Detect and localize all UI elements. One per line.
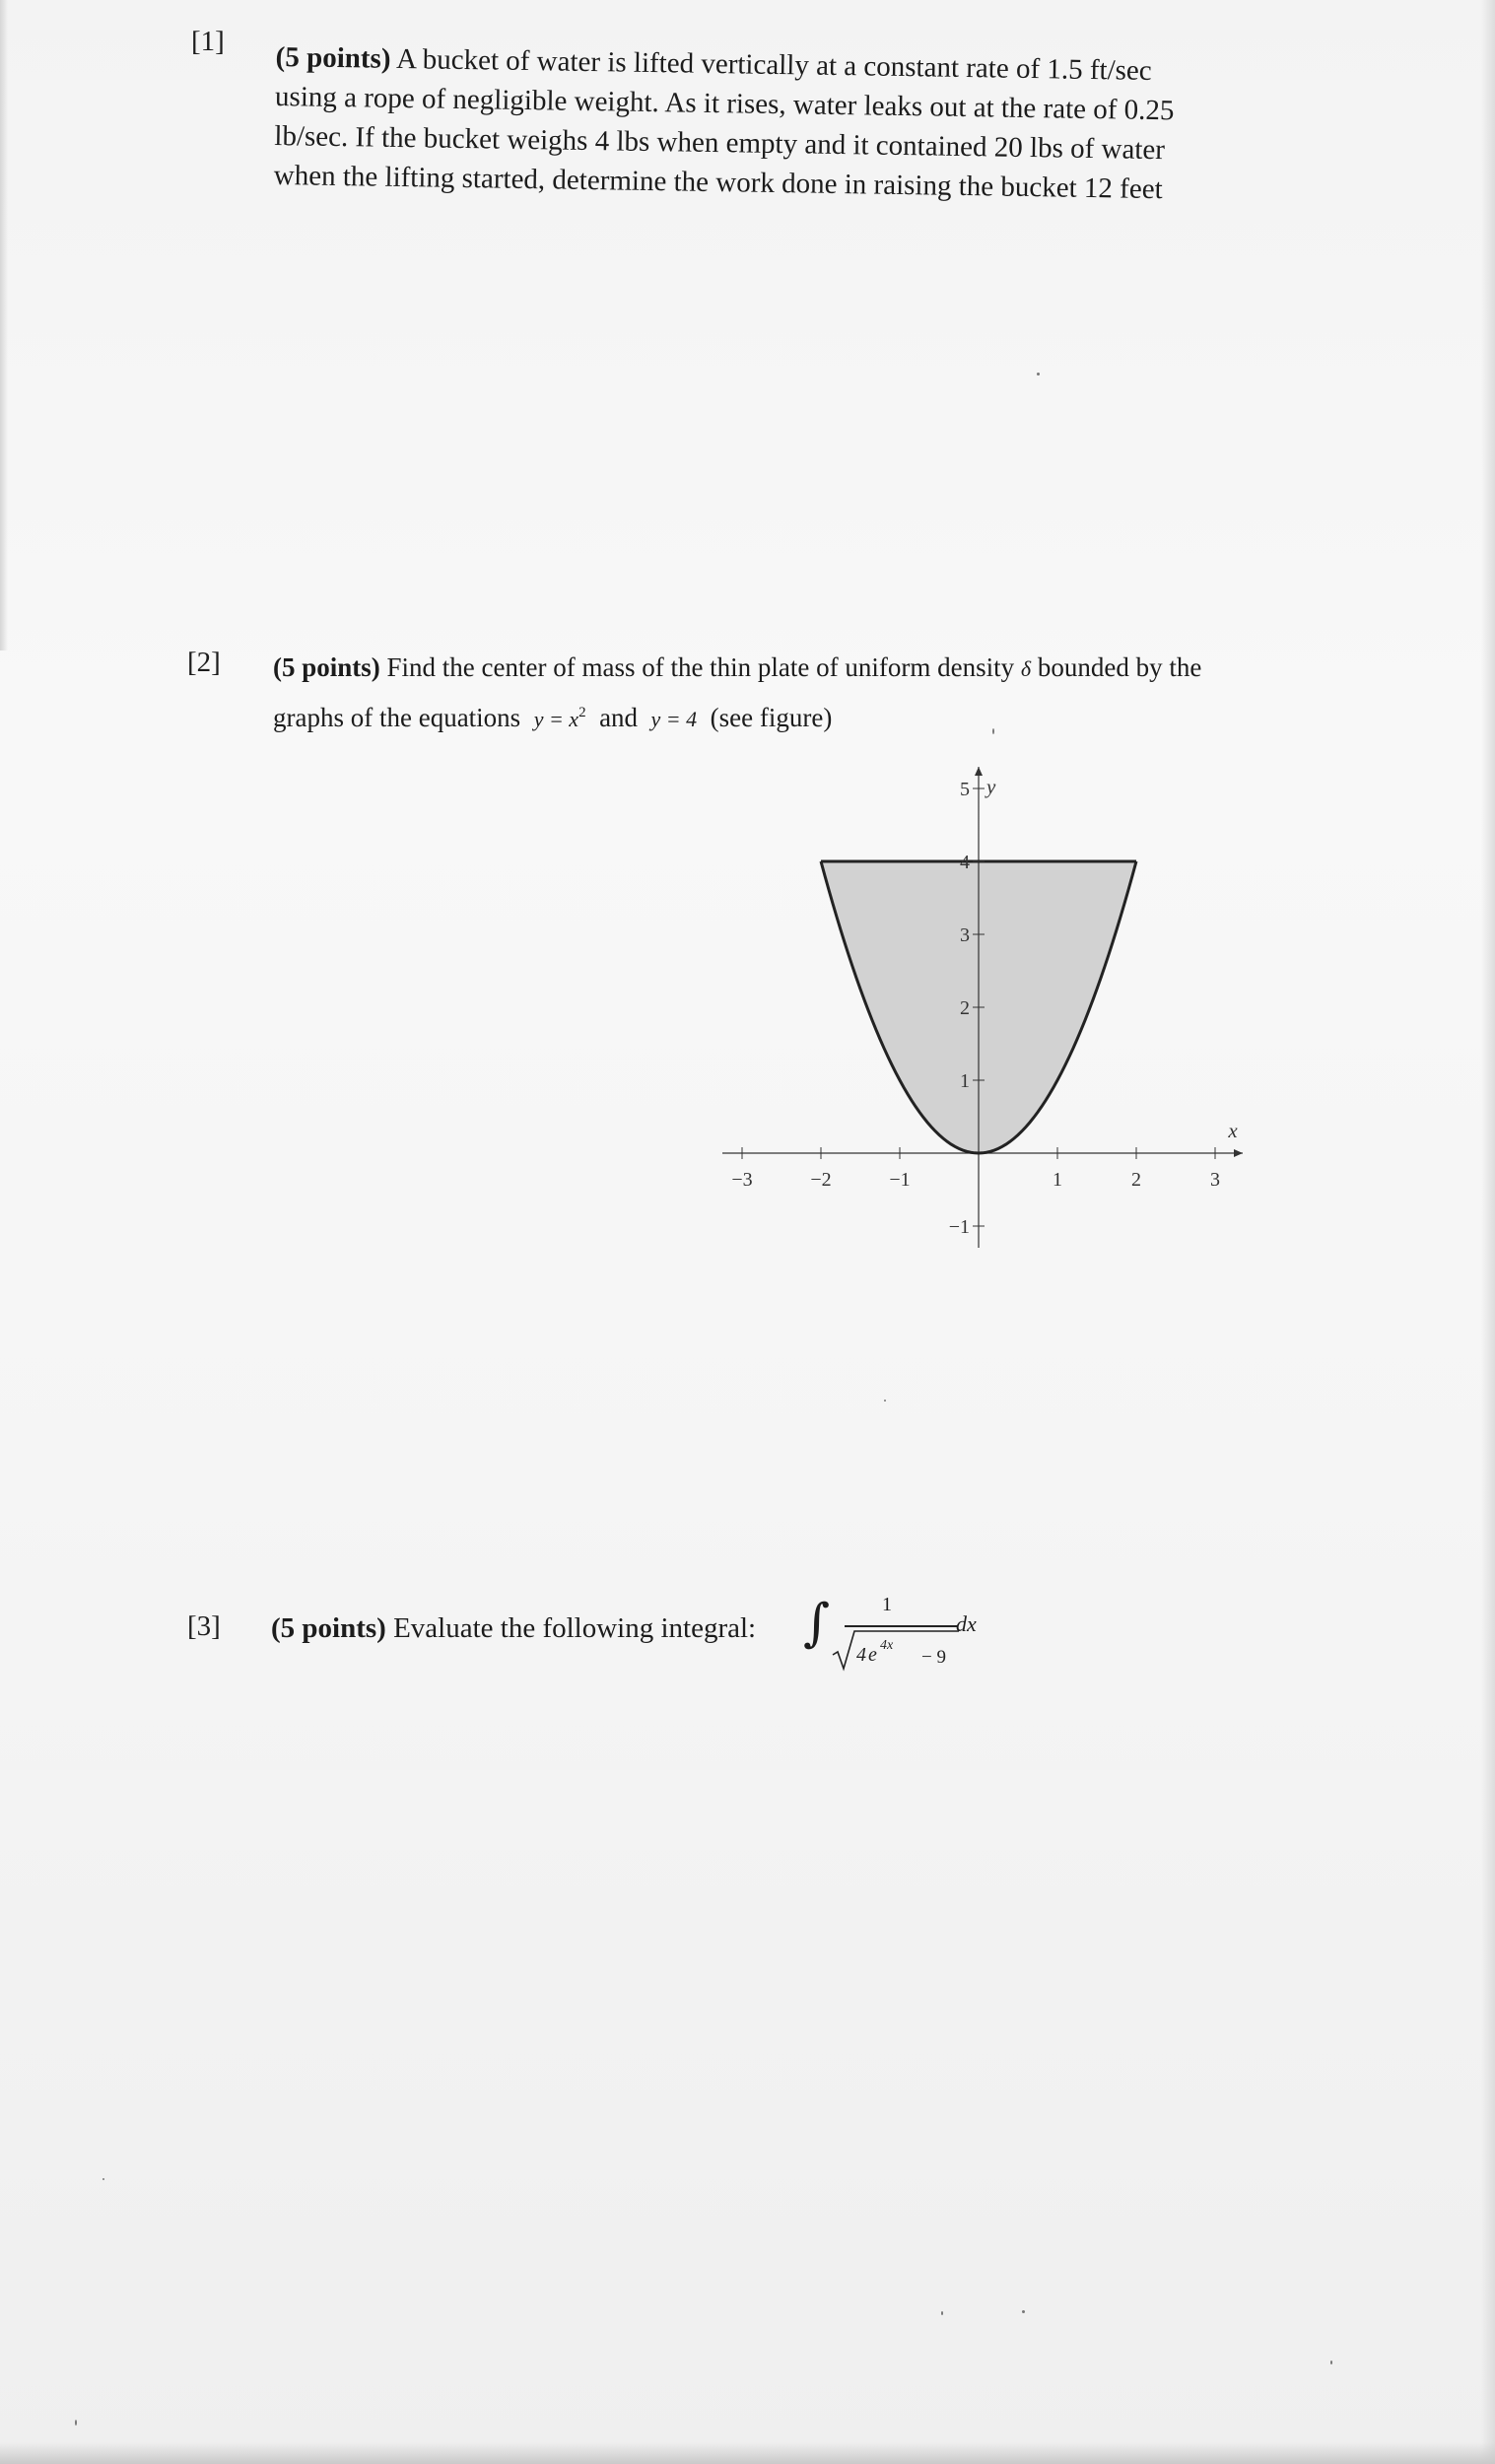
x-tick-label: 1 (1053, 1169, 1062, 1191)
problem-1-number: [1] (191, 26, 225, 57)
parabola-figure (710, 759, 1261, 1271)
problem-1-line-1: A bucket of water is lifted vertically at a constant rate of 1.5 ft/sec (395, 42, 1152, 87)
y-tick-label: 5 (960, 779, 970, 800)
y-tick-label: −1 (948, 1216, 970, 1238)
scan-speck (941, 2311, 943, 2315)
x-axis-arrow (1234, 1149, 1243, 1157)
y-axis-label: y (986, 775, 996, 798)
problem-2-number: [2] (187, 647, 221, 678)
equation-parabola (534, 707, 586, 731)
problem-1-points: (5 points) (275, 40, 391, 75)
scan-speck (884, 1400, 886, 1402)
equation-parabola-exponent: 2 (578, 705, 586, 720)
problem-1-line-3: lb/sec. If the bucket weighs 4 lbs when empty and it contained 20 lbs of water (274, 119, 1166, 167)
x-tick-label: −2 (810, 1169, 832, 1191)
problem-3-points: (5 points) (271, 1612, 386, 1644)
integral-sign: ∫ (803, 1594, 831, 1653)
scan-shadow-right (1481, 0, 1495, 2464)
differential: dx (956, 1611, 977, 1636)
scan-speck (1037, 373, 1040, 376)
problem-2-text-b: bounded by the (1037, 652, 1202, 682)
scan-speck (102, 2178, 104, 2180)
y-tick-label: 1 (960, 1070, 970, 1092)
scan-speck (75, 2420, 77, 2426)
problem-1-line-2: using a rope of negligible weight. As it rises, water leaks out at the rate of 0.25 (274, 80, 1175, 127)
problem-2-points: (5 points) (273, 652, 380, 682)
integral-denominator (831, 1623, 969, 1673)
equation-parabola-base: y = x (533, 707, 579, 731)
y-tick-label: 4 (960, 852, 970, 873)
integral-expression (803, 1592, 1000, 1680)
x-tick-label: −1 (889, 1169, 911, 1191)
y-tick-label: 2 (960, 997, 970, 1019)
problem-2-and: and (599, 703, 639, 732)
problem-3-text (271, 1608, 756, 1648)
scan-speck (1022, 2310, 1025, 2313)
x-tick-label: 3 (1210, 1169, 1220, 1191)
problem-2-text (273, 646, 1318, 741)
scan-shadow-left (0, 0, 8, 650)
x-axis-label: x (1228, 1119, 1238, 1142)
see-figure: (see figure) (710, 703, 833, 732)
radicand-coefficient: 4 (856, 1644, 866, 1666)
problem-3-prompt: Evaluate the following integral: (393, 1612, 757, 1644)
x-tick-label: 2 (1131, 1169, 1141, 1191)
delta-symbol: δ (1020, 656, 1032, 681)
scan-speck (1330, 2361, 1332, 2364)
equation-line: y = 4 (650, 707, 698, 731)
problem-1-text (273, 37, 1260, 211)
problem-2-text-a: Find the center of mass of the thin plate of uniform density (386, 652, 1015, 682)
y-axis-arrow (975, 767, 983, 776)
x-tick-label: −3 (731, 1169, 753, 1191)
integral-numerator: 1 (882, 1594, 892, 1615)
problem-3-number: [3] (187, 1610, 221, 1642)
radicand-tail: − 9 (921, 1647, 946, 1668)
scan-speck (992, 728, 994, 734)
radicand-base: e (868, 1644, 877, 1666)
y-tick-label: 3 (960, 924, 970, 946)
scan-shadow-bottom (0, 2442, 1495, 2464)
problem-2-text-c: graphs of the equations (273, 703, 521, 732)
problem-1-line-4: when the lifting started, determine the work done in raising the bucket 12 feet (273, 159, 1163, 206)
radicand-exponent: 4x (880, 1638, 894, 1653)
